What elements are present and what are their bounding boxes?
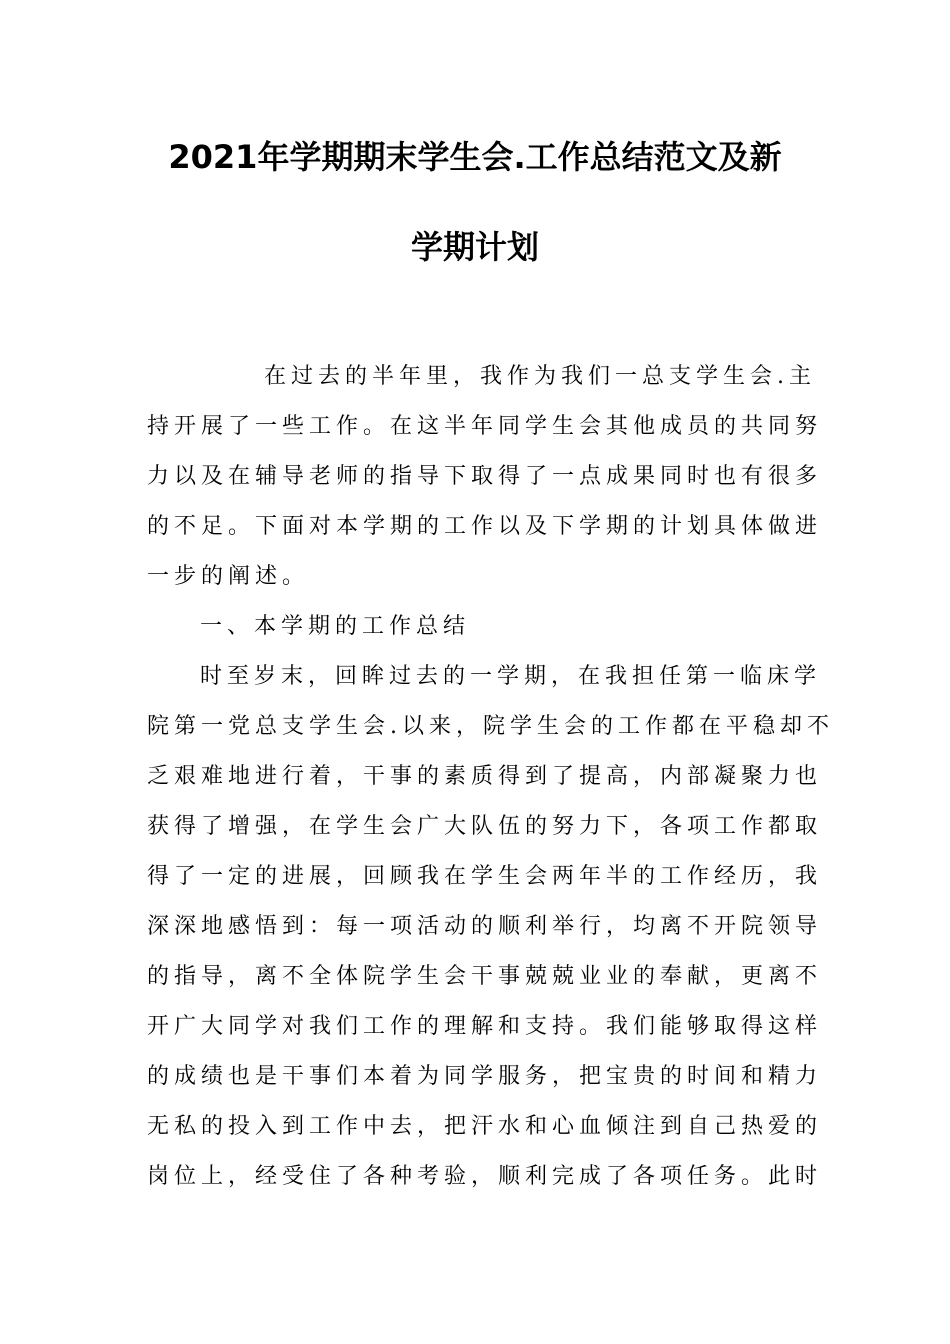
paragraph-line: 的不足。下面对本学期的工作以及下学期的计划具体做进 <box>147 514 823 539</box>
paragraph-line: 深深地感悟到：每一项活动的顺利举行，均离不开院领导 <box>147 914 823 939</box>
paragraph-line: 的指导，离不全体院学生会干事兢兢业业的奉献，更离不 <box>147 964 823 989</box>
paragraph-line: 在过去的半年里，我作为我们一总支学生会.主 <box>264 364 816 389</box>
paragraph-line: 时至岁末，回眸过去的一学期，在我担任第一临床学 <box>200 664 822 689</box>
paragraph-line: 岗位上，经受住了各种考验，顺利完成了各项任务。此时 <box>147 1164 823 1189</box>
document-title-line-1: 2021年学期期末学生会.工作总结范文及新 <box>168 138 782 176</box>
paragraph-line: 一步的阐述。 <box>147 564 310 589</box>
paragraph-line: 持开展了一些工作。在这半年同学生会其他成员的共同努 <box>147 414 823 439</box>
paragraph-line: 无私的投入到工作中去，把汗水和心血倾注到自己热爱的 <box>147 1114 823 1139</box>
section-heading: 一、本学期的工作总结 <box>200 614 471 639</box>
paragraph-line: 获得了增强，在学生会广大队伍的努力下，各项工作都取 <box>147 814 823 839</box>
paragraph-line: 乏艰难地进行着，干事的素质得到了提高，内部凝聚力也 <box>147 764 823 789</box>
paragraph-line: 得了一定的进展，回顾我在学生会两年半的工作经历，我 <box>147 864 823 889</box>
document-title-line-2: 学期计划 <box>410 228 539 266</box>
paragraph-line: 开广大同学对我们工作的理解和支持。我们能够取得这样 <box>147 1014 823 1039</box>
paragraph-line: 院第一党总支学生会.以来，院学生会的工作都在平稳却不 <box>147 714 834 739</box>
document-body <box>147 352 834 1202</box>
paragraph-line: 的成绩也是干事们本着为同学服务，把宝贵的时间和精力 <box>147 1064 823 1089</box>
paragraph-line: 力以及在辅导老师的指导下取得了一点成果同时也有很多 <box>147 464 823 489</box>
